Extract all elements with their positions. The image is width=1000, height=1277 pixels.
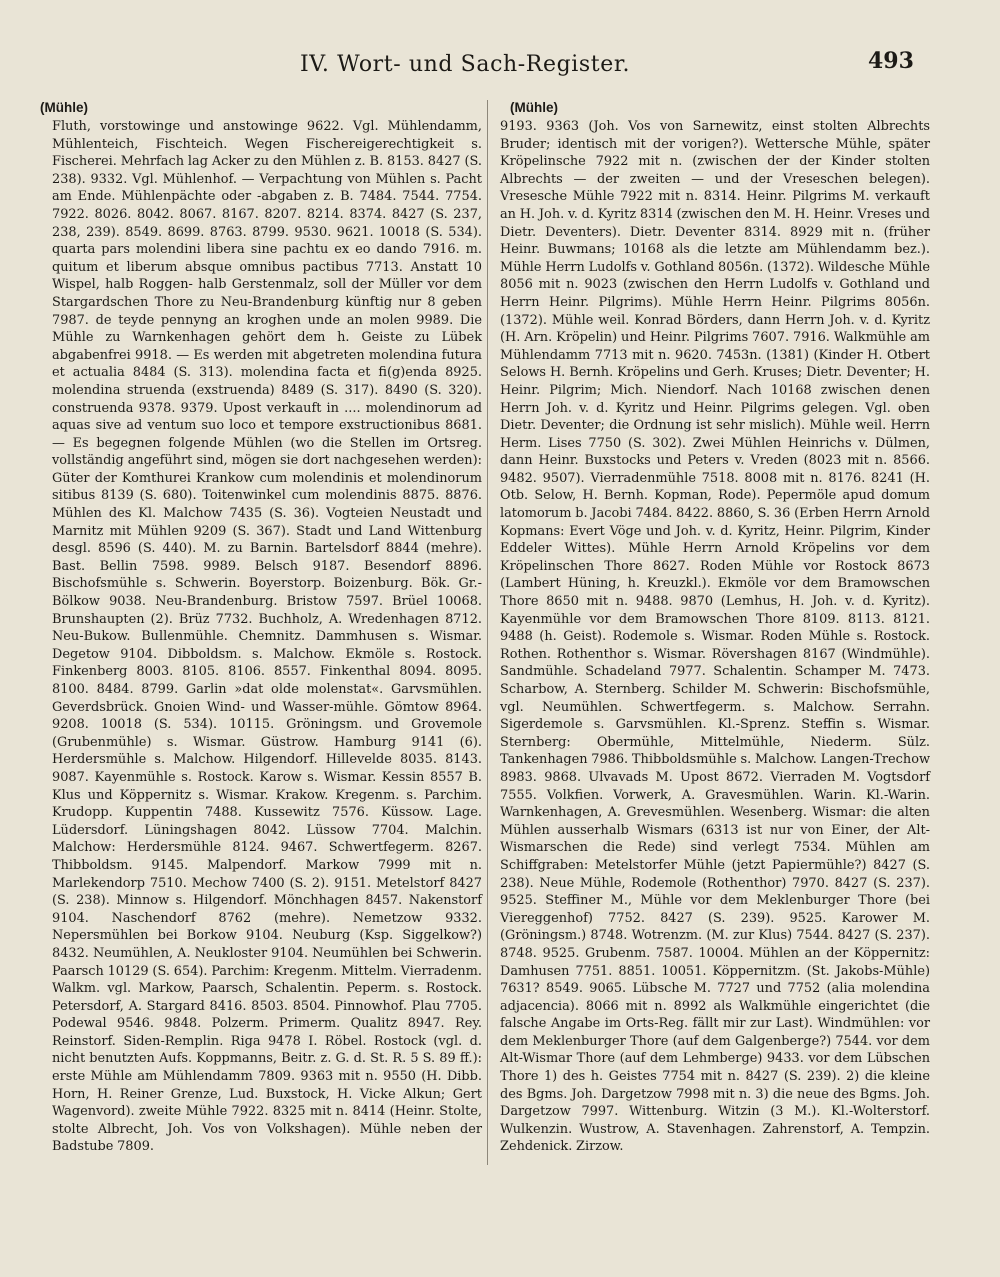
column-divider	[487, 100, 488, 1165]
right-column	[500, 100, 930, 1156]
page-number: 493	[868, 48, 914, 74]
page-header	[0, 48, 1000, 88]
left-column	[40, 100, 482, 1156]
register-entry-text: Fluth, vorstowinge und anstowinge 9622. Vgl. Mühlendamm, Mühlenteich, Fischteich. Wegen Fischereigerechtigkeit s. Fischerei. Mehrfach lag Acker zu den Mühlen z. B. 8153. 8427 (S. 238). 9332. Vgl. Mühlenhof. — Verpachtung von Mühlen s. Pacht am Ende. Mühlenpächte oder -abgaben z. B. 7484. 7544. 7754. 7922. 8026. 8042. 8067. 8167. 8207. 8214. 8374. 8427 (S. 237, 238, 239). 8549. 8699. 8763. 8799. 9530. 9621. 10018 (S. 534). quarta pars molendini libera sine pachtu ex eo dando 7916. m. quitum et liberum absque omnibus pactibus 7713. Anstatt 10 Wispel, halb Roggen- halb Gerstenmalz, soll der Müller vor dem Stargardschen Thore zu Neu-Brandenburg künftig nur 8 geben 7987. de teyde pennyng an kroghen unde an molen 9989. Die Mühle zu Warnkenhagen gehört dem h. Geiste zu Lübek abgabenfrei 9918. — Es werden mit abgetreten molendina futura et actualia 8484 (S. 313). molendina facta et fi(g)enda 8925. molendina struenda (exstruenda) 8489 (S. 317). 8490 (S. 320). construenda 9378. 9379. Upost verkauft in .... molendinorum ad aquas sive ad ventum suo loco et tempore exstructionibus 8681. — Es begegnen folgende Mühlen (wo die Stellen im Ortsreg. vollständig angeführt sind, mögen sie dort nachgesehen werden): Güter der Komthurei Krankow cum molendinis et molendinorum sitibus 8139 (S. 680). Toitenwinkel cum molendinis 8875. 8876. Mühlen des Kl. Malchow 7435 (S. 36). Vogteien Neustadt und Marnitz mit Mühlen 9209 (S. 367). Stadt und Land Wittenburg desgl. 8596 (S. 440). M. zu Barnin. Bartelsdorf 8844 (mehre). Bast. Bellin 7598. 9989. Belsch 9187. Besendorf 8896. Bischofsmühle s. Schwerin. Boyerstorp. Boizenburg. Bök. Gr.-Bölkow 9038. Neu-Brandenburg. Bristow 7597. Brüel 10068. Brunshaupten (2). Brüz 7732. Buchholz, A. Wredenhagen 8712. Neu-Bukow. Bullenmühle. Chemnitz. Dammhusen s. Wismar. Degetow 9104. Dibboldsm. s. Malchow. Ekmöle s. Rostock. Finkenberg 8003. 8105. 8106. 8557. Finkenthal 8094. 8095. 8100. 8484. 8799. Garlin »dat olde molenstat«. Garvsmühlen. Geverdsbrück. Gnoien Wind- und Wasser-mühle. Gömtow 8964. 9208. 10018 (S. 534). 10115. Gröningsm. und Grovemole (Grubenmühle) s. Wismar. Güstrow. Hamburg 9141 (6). Herdersmühle s. Malchow. Hilgendorf. Hillevelde 8035. 8143. 9087. Kayenmühle s. Rostock. Karow s. Wismar. Kessin 8557 B. Klus und Köppernitz s. Wismar. Krakow. Kregenm. s. Parchim. Krudopp. Kuppentin 7488. Kussewitz 7576. Küssow. Lage. Lüdersdorf. Lüningshagen 8042. Lüssow 7704. Malchin. Malchow: Herdersmühle 8124. 9467. Schwertfegerm. 8267. Thibboldsm. 9145. Malpendorf. Markow 7999 mit n. Marlekendorp 7510. Mechow 7400 (S. 2). 9151. Metelstorf 8427 (S. 238). Minnow s. Hilgendorf. Mönchhagen 8457. Nakenstorf 9104. Naschendorf 8762 (mehre). Nemetzow 9332. Nepersmühlen bei Borkow 9104. Neuburg (Ksp. Siggelkow?) 8432. Neumühlen, A. Neukloster 9104. Neumühlen bei Schwerin. Paarsch 10129 (S. 654). Parchim: Kregenm. Mittelm. Vierradenm. Walkm. vgl. Markow, Paarsch, Schalentin. Peperm. s. Rostock. Petersdorf, A. Stargard 8416. 8503. 8504. Pinnowhof. Plau 7705. Podewal 9546. 9848. Polzerm. Primerm. Qualitz 8947. Rey. Reinstorf. Siden-Remplin. Riga 9478 I. Röbel. Rostock (vgl. d. nicht benutzten Aufs. Koppmanns, Beitr. z. G. d. St. R. 5 S. 89 ff.): erste Mühle am Mühlendamm 7809. 9363 mit n. 9550 (H. Dibb. Horn, H. Reiner Grenze, Lud. Buxstock, H. Vicke Alkun; Gert Wagenvord). zweite Mühle 7922. 8325 mit n. 8414 (Heinr. Stolte, stolte Albrecht, Joh. Vos von Volkshagen). Mühle neben der Badstube 7809.	[52, 119, 482, 1155]
register-entry-text: 9193. 9363 (Joh. Vos von Sarnewitz, einst stolten Albrechts Bruder; identisch mit der vorigen?). Wettersche Mühle, später Kröpelinsche 7922 mit n. (zwischen der der Kinder stolten Albrechts — der zweiten — und der Vreseschen belegen). Vresesche Mühle 7922 mit n. 8314. Heinr. Pilgrims M. verkauft an H. Joh. v. d. Kyritz 8314 (zwischen den M. H. Heinr. Vreses und Dietr. Deventers). Dietr. Deventer 8314. 8929 mit n. (früher Heinr. Buwmans; 10168 als die letzte am Mühlendamm bez.). Mühle Herrn Ludolfs v. Gothland 8056n. (1372). Wildesche Mühle 8056 mit n. 9023 (zwischen den Herrn Ludolfs v. Gothland und Herrn Heinr. Pilgrims). Mühle Herrn Heinr. Pilgrims 8056n. (1372). Mühle weil. Konrad Börders, dann Herrn Joh. v. d. Kyritz (H. Arn. Kröpelin) und Heinr. Pilgrims 7607. 7916. Walkmühle am Mühlendamm 7713 mit n. 9620. 7453n. (1381) (Kinder H. Otbert Selows H. Bernh. Kröpelins und Gerh. Kruses; Dietr. Deventer; H. Heinr. Pilgrim; Mich. Niendorf. Nach 10168 zwischen denen Herrn Joh. v. d. Kyritz und Heinr. Pilgrims gelegen. Vgl. oben Dietr. Deventer; die Ordnung ist sehr mislich). Mühle weil. Herrn Herm. Lises 7750 (S. 302). Zwei Mühlen Heinrichs v. Dülmen, dann Heinr. Buxstocks und Peters v. Vreden (8023 mit n. 8566. 9482. 9507). Vierradenmühle 7518. 8008 mit n. 8176. 8241 (H. Otb. Selow, H. Bernh. Kopman, Rode). Pepermöle apud domum latomorum b. Jacobi 7484. 8422. 8860, S. 36 (Erben Herrn Arnold Kopmans: Evert Vöge und Joh. v. d. Kyritz, Heinr. Pilgrim, Kinder Eddeler Wittes). Mühle Herrn Arnold Kröpelins vor dem Kröpelinschen Thore 8627. Roden Mühle vor Rostock 8673 (Lambert Hüning, h. Kreuzkl.). Ekmöle vor dem Bramowschen Thore 8650 mit n. 9488. 9870 (Lemhus, H. Joh. v. d. Kyritz). Kayenmühle vor dem Bramowschen Thore 8109. 8113. 8121. 9488 (h. Geist). Rodemole s. Wismar. Roden Mühle s. Rostock. Rothen. Rothenthor s. Wismar. Rövershagen 8167 (Windmühle). Sandmühle. Schadeland 7977. Schalentin. Schamper M. 7473. Scharbow, A. Sternberg. Schilder M. Schwerin: Bischofsmühle, vgl. Neumühlen. Schwertfegerm. s. Malchow. Serrahn. Sigerdemole s. Garvsmühlen. Kl.-Sprenz. Steffin s. Wismar. Sternberg: Obermühle, Mittelmühle, Niederm. Sülz. Tankenhagen 7986. Thibboldsmühle s. Malchow. Langen-Trechow 8983. 9868. Ulvavads M. Upost 8672. Vierraden M. Vogtsdorf 7555. Volkfien. Vorwerk, A. Gravesmühlen. Warin. Kl.-Warin. Warnkenhagen, A. Grevesmühlen. Wesenberg. Wismar: die alten Mühlen ausserhalb Wismars (6313 ist nur von Einer, der Alt-Wismarschen die Rede) sind verlegt 7534. Mühlen am Schiffgraben: Metelstorfer Mühle (jetzt Papiermühle?) 8427 (S. 238). Neue Mühle, Rodemole (Rothenthor) 7970. 8427 (S. 237). 9525. Steffiner M., Mühle vor dem Meklenburger Thore (bei Viereggenhof) 7752. 8427 (S. 239). 9525. Karower M. (Gröningsm.) 8748. Wotrenzm. (M. zur Klus) 7544. 8427 (S. 237). 8748. 9525. Grubenm. 7587. 10004. Mühlen an der Köppernitz: Damhusen 7751. 8851. 10051. Köppernitzm. (St. Jakobs-Mühle) 7631? 8549. 9065. Lübsche M. 7727 und 7752 (alia molendina adjacencia). 8066 mit n. 8992 als Walkmühle eingerichtet (die falsche Angabe im Orts-Reg. fällt mir zur Last). Windmühlen: vor dem Meklenburger Thore (auf dem Galgenberge?) 7544. vor dem Alt-Wismar Thore (auf dem Lehmberge) 9433. vor dem Lübschen Thore 1) des h. Geistes 7754 mit n. 8427 (S. 239). 2) die kleine des Bgms. Joh. Dargetzow 7998 mit n. 3) die neue des Bgms. Joh. Dargetzow 7997. Wittenburg. Witzin (3 M.). Kl.-Wolterstorf. Wulkenzin. Wustrow, A. Stavenhagen. Zahrenstorf, A. Tempzin. Zehdenick. Zirzow.	[500, 119, 930, 1155]
column-catchword: (Mühle)	[40, 100, 88, 115]
running-title: IV. Wort- und Sach-Register.	[300, 52, 631, 77]
column-catchword: (Mühle)	[510, 100, 558, 115]
